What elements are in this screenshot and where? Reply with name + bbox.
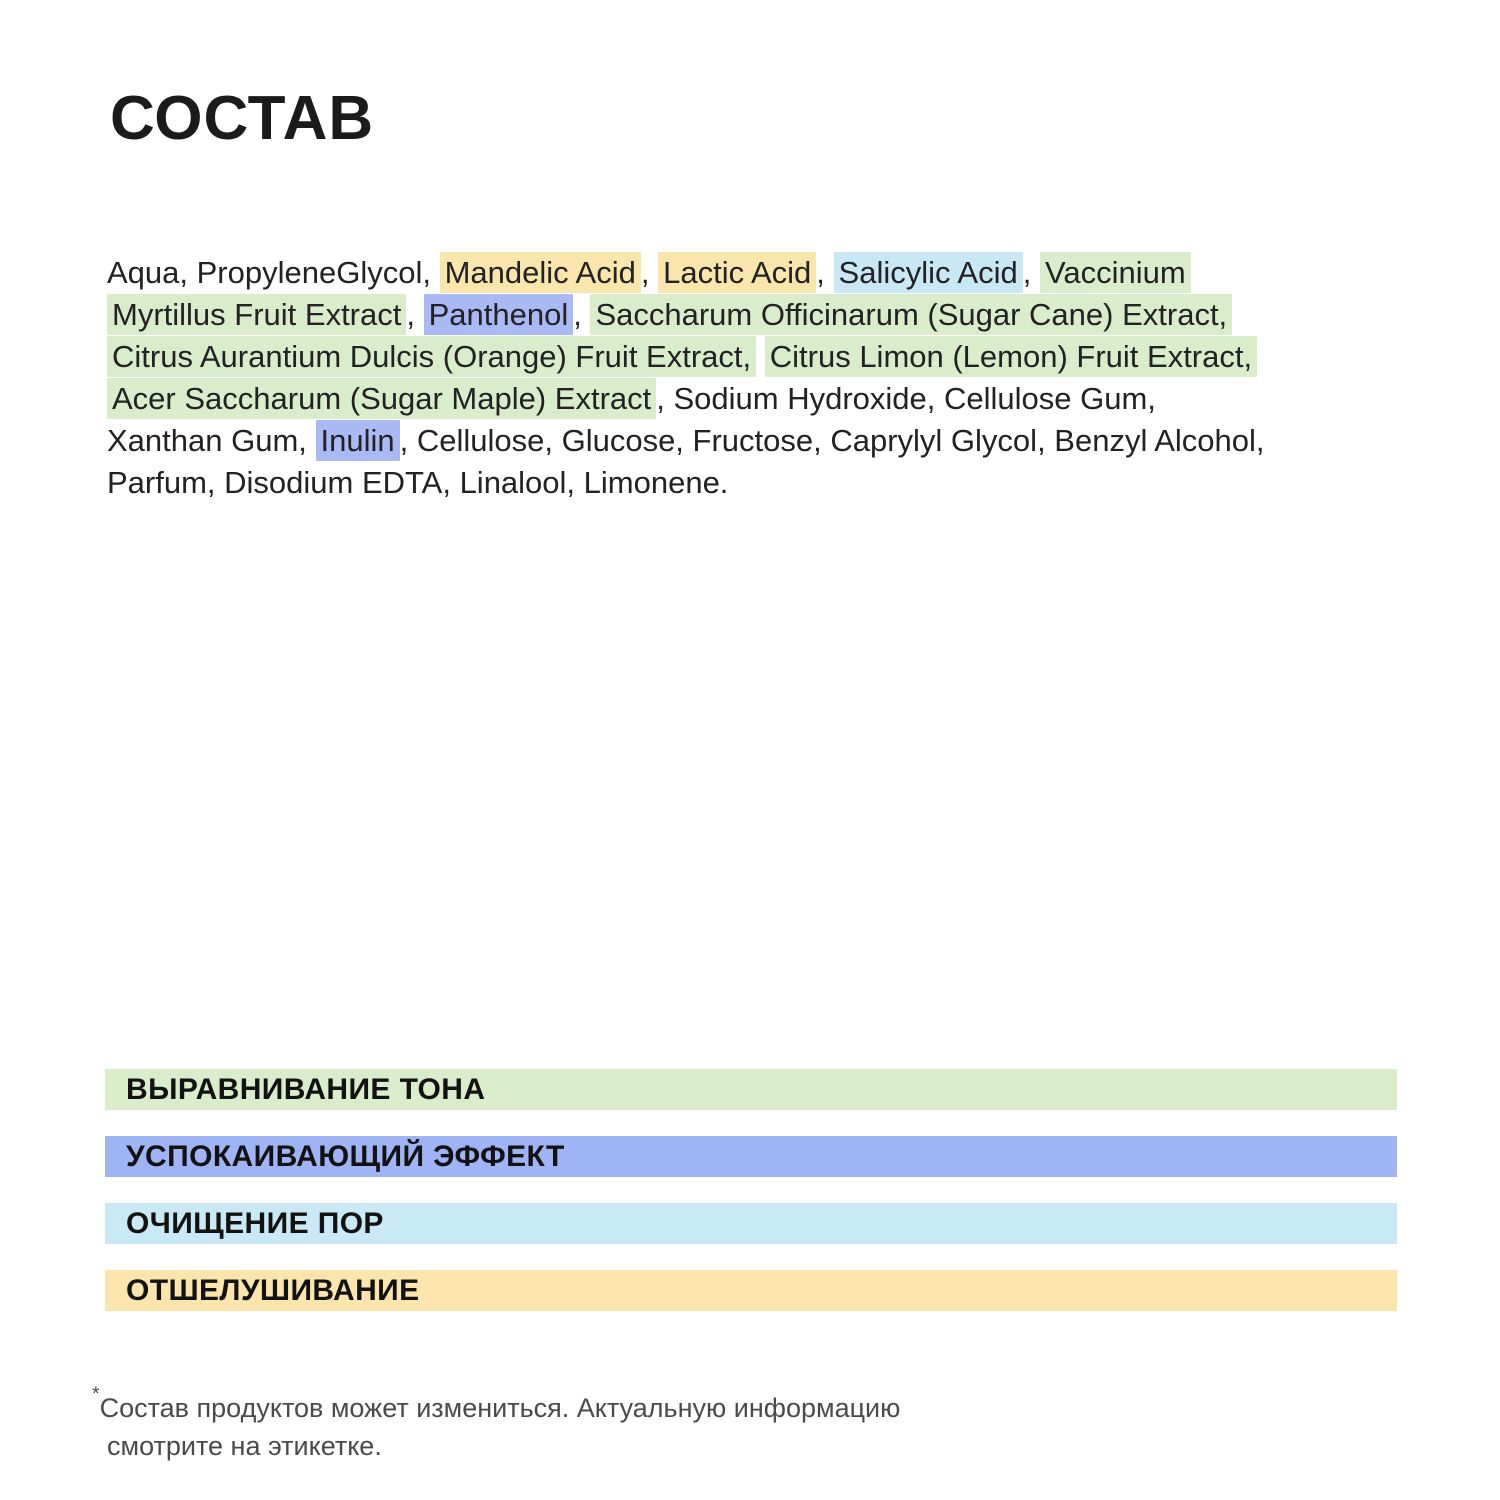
ingredient-highlight-green: Citrus Aurantium Dulcis (Orange) Fruit Extract, [107, 336, 756, 377]
page-title: СОСТАВ [110, 84, 375, 153]
ingredient-highlight-green: Saccharum Officinarum (Sugar Cane) Extract, [590, 294, 1232, 335]
ingredients-line [107, 462, 1447, 504]
highlight-legend [105, 1069, 1397, 1337]
footnote-text: Состав продуктов может измениться. Актуальную информацию смотрите на этикетке. [99, 1393, 901, 1461]
ingredient-text: , [573, 297, 591, 332]
ingredients-line [107, 294, 1447, 336]
ingredient-highlight-periwinkle: Inulin [316, 420, 400, 461]
ingredient-text: Xanthan Gum, [107, 423, 316, 458]
ingredients-line [107, 336, 1447, 378]
ingredient-highlight-yellow: Lactic Acid [658, 252, 816, 293]
legend-bar-label: ОЧИЩЕНИЕ ПОР [126, 1206, 384, 1240]
ingredient-text: Parfum, Disodium EDTA, Linalool, Limonene. [107, 465, 729, 500]
ingredient-highlight-periwinkle: Panthenol [424, 294, 574, 335]
legend-bar-label: УСПОКАИВАЮЩИЙ ЭФФЕКТ [126, 1139, 565, 1173]
ingredient-text: , [640, 255, 659, 290]
ingredient-text [756, 339, 765, 374]
ingredients-line [107, 420, 1447, 462]
ingredient-text: , Sodium Hydroxide, Cellulose Gum, [656, 381, 1156, 416]
legend-bar-label: ОТШЕЛУШИВАНИЕ [126, 1273, 420, 1307]
footnote-asterisk: * [92, 1383, 100, 1406]
legend-bar-label: ВЫРАВНИВАНИЕ ТОНА [126, 1072, 486, 1106]
ingredient-text: Aqua, PropyleneGlycol, [107, 255, 440, 290]
ingredient-highlight-green: Acer Saccharum (Sugar Maple) Extract [107, 378, 656, 419]
footnote [92, 1382, 952, 1465]
ingredients-text [107, 252, 1447, 504]
ingredient-text: , [1022, 255, 1040, 290]
legend-bar-soothing-effect [105, 1136, 1397, 1177]
legend-bar-pore-cleansing [105, 1203, 1397, 1244]
ingredient-highlight-green: Myrtillus Fruit Extract [107, 294, 406, 335]
ingredient-text: , Cellulose, Glucose, Fructose, Caprylyl Glycol, Benzyl Alcohol, [399, 423, 1265, 458]
ingredients-line [107, 252, 1447, 294]
ingredient-highlight-green: Citrus Limon (Lemon) Fruit Extract, [765, 336, 1257, 377]
ingredient-highlight-green: Vaccinium [1040, 252, 1191, 293]
ingredient-highlight-yellow: Mandelic Acid [440, 252, 641, 293]
legend-bar-exfoliation [105, 1270, 1397, 1311]
ingredient-text: , [406, 297, 424, 332]
legend-bar-tone-evening [105, 1069, 1397, 1110]
ingredient-text: , [816, 255, 834, 290]
ingredient-highlight-blue: Salicylic Acid [834, 252, 1023, 293]
ingredients-line [107, 378, 1447, 420]
